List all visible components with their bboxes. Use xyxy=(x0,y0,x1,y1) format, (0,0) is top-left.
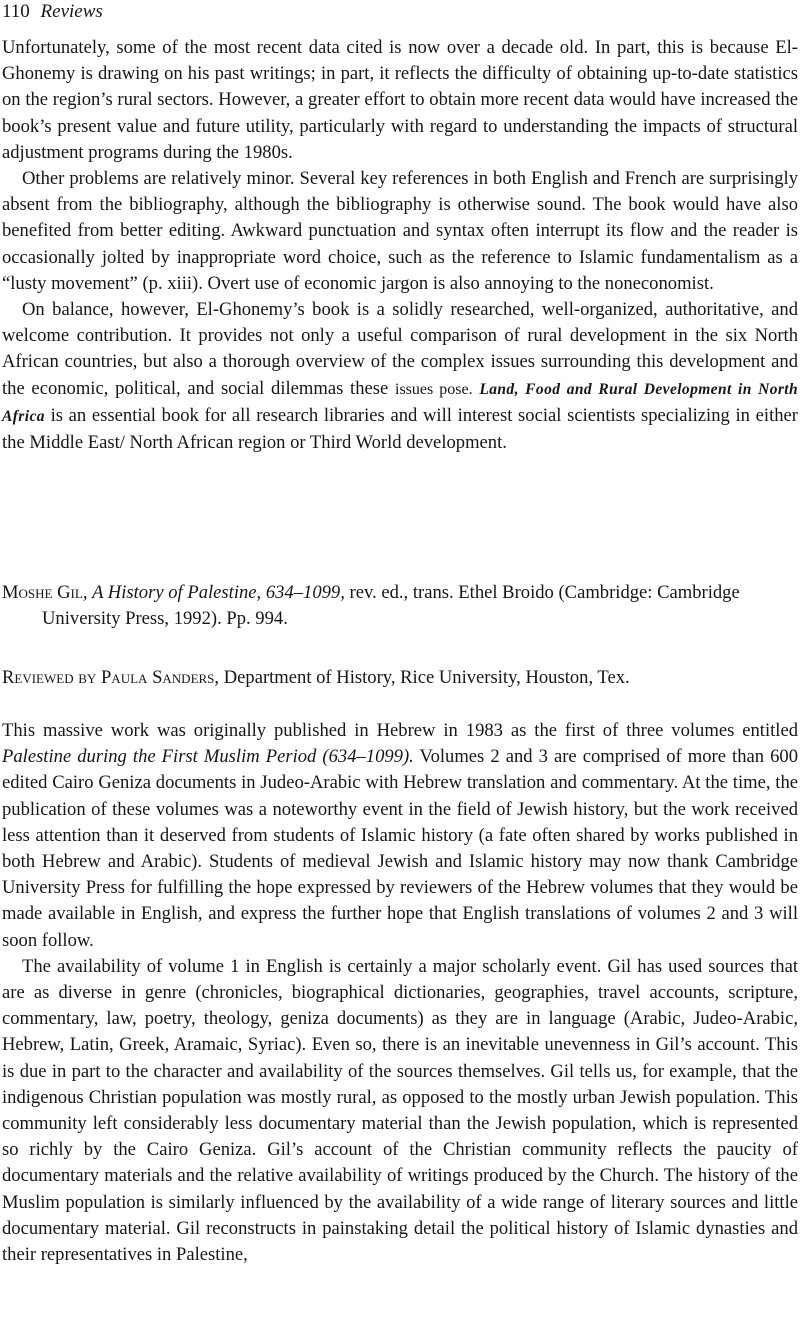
book-title: A History of Palestine, 634–1099, xyxy=(92,582,345,603)
section-title: Reviews xyxy=(40,1,103,22)
book-publication-details: rev. ed., trans. Ethel Broido (Cambridge: Cambridge University Press, 1992). Pp. 994. xyxy=(42,582,740,630)
reviewer-line xyxy=(2,665,798,691)
page-number: 110 xyxy=(2,1,30,22)
reviewer-affiliation: Department of History, Rice University, Houston, Tex. xyxy=(223,667,630,688)
paragraph-hebrew-origin xyxy=(2,718,798,954)
hebrew-volumes-title: Palestine during the First Muslim Period (634–1099). xyxy=(2,746,414,768)
reviewed-by-label: Reviewed by xyxy=(2,667,97,688)
paragraph-english-availability: The availability of volume 1 in English is certainly a major scholarly event. Gil has used sources that are as diverse in genre (chronicles, biographical dictionaries, geographies, travel accounts, scripture, commentary, law, poetry, theology, geniza documents) as they are in language (Arabic, Judeo-Arabic, Hebrew, Latin, Greek, Aramaic, Syriac). Even so, there is an inevitable unevenness in Gil’s account. This is due in part to the character and availability of the sources themselves. Gil tells us, for example, that the indigenous Christian population was mostly rural, as opposed to the mostly urban Jewish population. This community left considerably less documentary material than the Jewish population, which is represented so richly by the Cairo Geniza. Gil’s account of the Christian community reflects the paucity of documentary materials and the relative availability of writings produced by the Church. The history of the Muslim population is similarly influenced by the availability of a wide range of literary sources and little documentary material. Gil reconstructs in painstaking detail the political history of Islamic dynasties and their representatives in Palestine, xyxy=(2,955,798,1266)
reviewer-info xyxy=(2,665,798,691)
paragraph-on-balance-text: On balance, however, El-Ghonemy’s book is a solidly researched, well-organized, authoritative, and welcome contribution. It provides not only a useful comparison of rural development in the six North African countries, but also a thorough overview of the complex issues surrounding this development and the economic, political, and social dilemmas these xyxy=(2,299,798,399)
paragraph-data-age: Unfortunately, some of the most recent data cited is now over a decade old. In part, this is because El-Ghonemy is drawing on his past writings; in part, it reflects the difficulty of obtaining up-to-date statistics on the region’s rural sectors. However, a greater effort to obtain more recent data would have increased the book’s present value and future utility, particularly with regard to understanding the impacts of structural adjustment programs during the 1980s. xyxy=(2,37,798,163)
review-continued xyxy=(2,35,798,456)
reviewer-name: Paula Sanders, xyxy=(100,667,220,688)
running-header xyxy=(2,0,103,25)
book-citation xyxy=(2,580,798,632)
review-citation xyxy=(2,580,798,632)
paragraph-on-balance xyxy=(2,297,798,456)
issues-pose-text: issues pose. xyxy=(395,380,473,398)
paragraph-hebrew-origin-end: Volumes 2 and 3 are comprised of more than 600 edited Cairo Geniza documents in Judeo-Arabic with Hebrew translation and commentary. At the time, the publication of these volumes was a noteworthy event in the field of Jewish history, but the work received less attention than it deserved from students of Islamic history (a fate often shared by works published in both Hebrew and Arabic). Students of medieval Jewish and Islamic history may now thank Cambridge University Press for fulfilling the hope expressed by reviewers of the Hebrew volumes that they would be made available in English, and express the further hope that English translations of volumes 2 and 3 will soon follow. xyxy=(2,746,799,951)
paragraph-minor-problems: Other problems are relatively minor. Several key references in both English and French are surprisingly absent from the bibliography, although the bibliography is otherwise sound. The book would have also benefited from better editing. Awkward punctuation and syntax often interrupt its flow and the reader is occasionally jolted by inappropriate word choice, such as the reference to Islamic fundamentalism as a “lusty movement” (p. xiii). Overt use of economic jargon is also annoying to the noneconomist. xyxy=(2,168,798,294)
book-author: Moshe Gil, xyxy=(2,582,88,603)
review-body xyxy=(2,718,798,1268)
paragraph-on-balance-end: is an essential book for all research libraries and will interest social scientists specializing in either the Middle East/ North African region or Third World development. xyxy=(2,404,798,454)
paragraph-hebrew-origin-text: This massive work was originally published in Hebrew in 1983 as the first of three volumes entitled xyxy=(2,720,798,741)
book-title-land-food: Land, Food and Rural Development in North Africa xyxy=(2,380,799,425)
